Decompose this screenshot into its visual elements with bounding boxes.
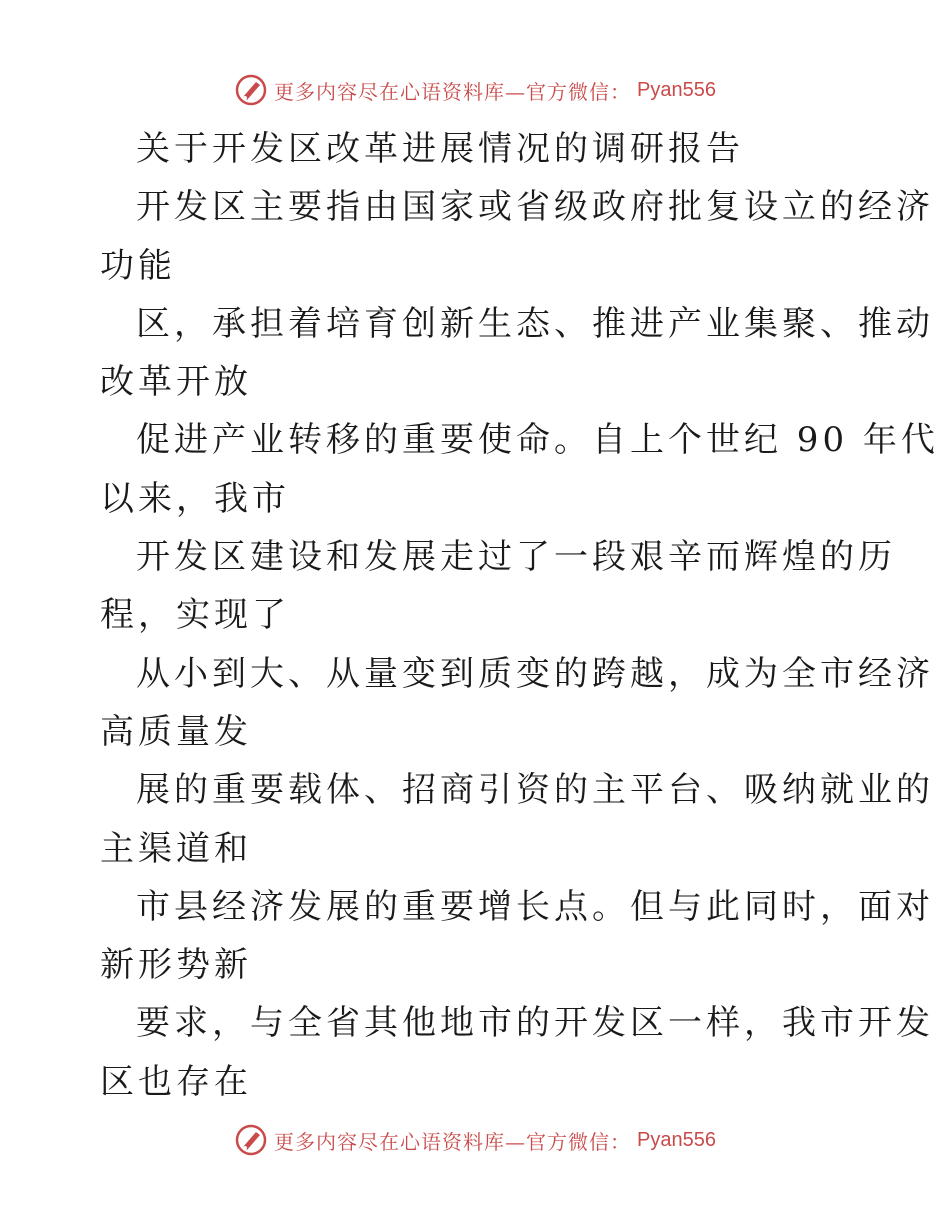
- banner-wechat-id: Pyan556: [637, 78, 716, 101]
- pen-logo-icon: [234, 73, 268, 107]
- footer-watermark-banner: [0, 1120, 950, 1160]
- document-body: [100, 120, 939, 1111]
- paragraph-line: 以来，我市: [100, 478, 290, 519]
- banner-text: 更多内容尽在心语资料库—官方微信：: [274, 79, 632, 104]
- pen-logo-icon: [234, 1123, 268, 1157]
- paragraph-line: 要求，与全省其他地市的开发区一样，我市开发: [136, 1003, 934, 1044]
- document-title: 关于开发区改革进展情况的调研报告: [136, 129, 744, 169]
- paragraph-line: 开发区建设和发展走过了一段艰辛而辉煌的历: [136, 537, 896, 578]
- banner-text: 更多内容尽在心语资料库—官方微信：: [274, 1129, 632, 1154]
- paragraph-line: 区也存在: [100, 1061, 252, 1102]
- paragraph-line: 展的重要载体、招商引资的主平台、吸纳就业的: [136, 770, 934, 811]
- header-watermark-banner: [0, 70, 950, 110]
- banner-wechat-id: Pyan556: [637, 1128, 716, 1151]
- paragraph-line: 区，承担着培育创新生态、推进产业集聚、推动: [136, 303, 934, 344]
- paragraph-line: 从小到大、从量变到质变的跨越，成为全市经济: [136, 653, 934, 694]
- paragraph-line: 功能: [100, 245, 176, 286]
- paragraph-line: 主渠道和: [100, 828, 252, 869]
- paragraph-line: 开发区主要指由国家或省级政府批复设立的经济: [136, 187, 934, 228]
- paragraph-line: 市县经济发展的重要增长点。但与此同时，面对: [136, 886, 934, 927]
- paragraph-line: 促进产业转移的重要使命。自上个世纪 90 年代: [136, 420, 939, 461]
- paragraph-line: 改革开放: [100, 362, 252, 403]
- paragraph-line: 高质量发: [100, 711, 252, 752]
- paragraph-line: 新形势新: [100, 945, 252, 986]
- paragraph-line: 程，实现了: [100, 595, 290, 636]
